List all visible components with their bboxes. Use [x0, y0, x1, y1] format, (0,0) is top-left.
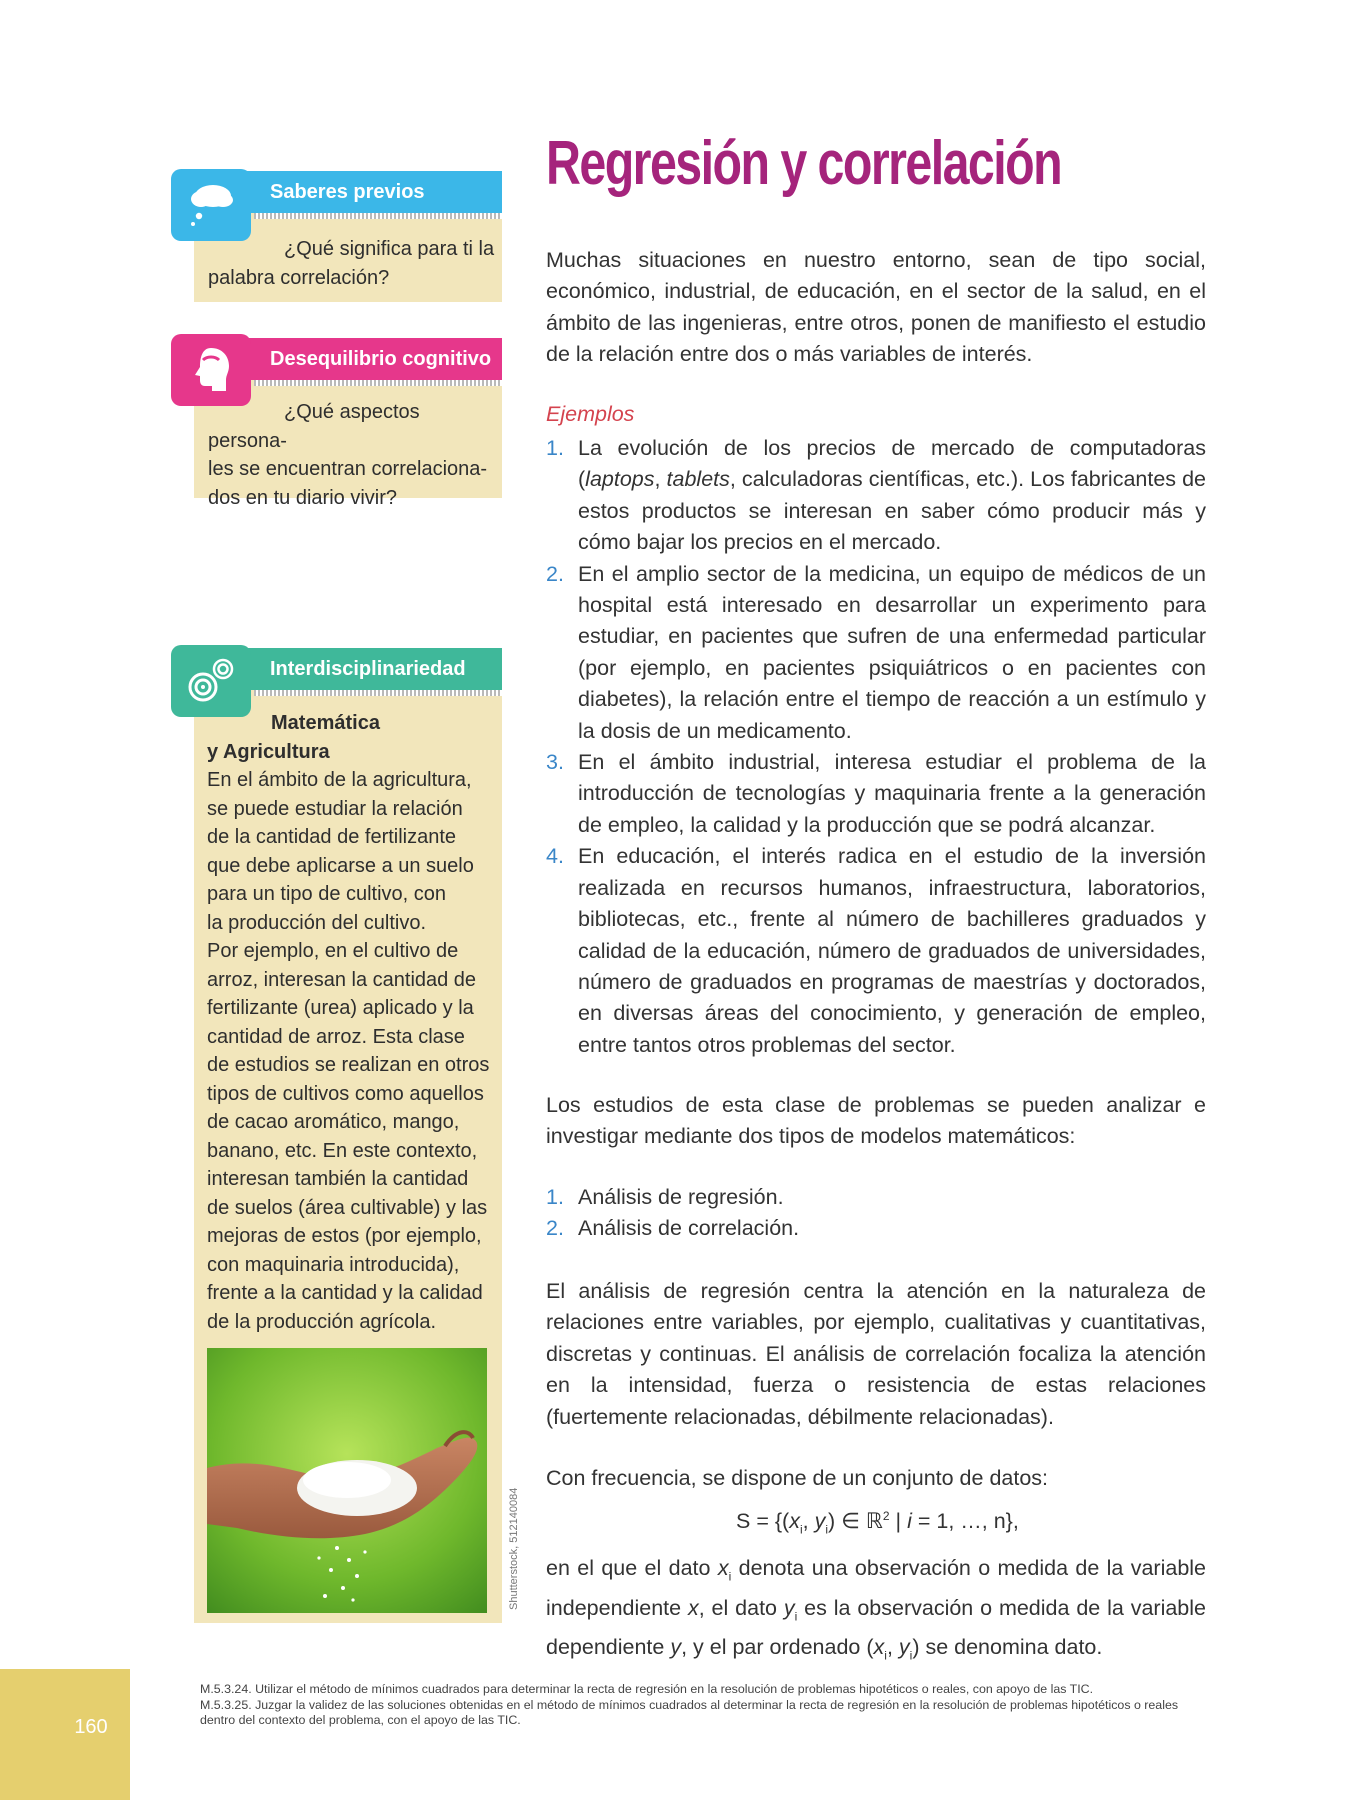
examples-heading: Ejemplos [546, 402, 635, 426]
saberes-header: Saberes previos [194, 171, 502, 213]
page-title: Regresión y correlación [546, 129, 1062, 198]
curriculum-footnotes: M.5.3.24. Utilizar el método de mínimos cuadrados para determinar la recta de regresión en la resolución de problemas hipotéticos o reales, con apoyo de las TIC. M.5.3.25. Juzgar la validez de las soluciones obtenidas en el método de mínimos cuadrados al determinar la recta de regresión en la resolución de problemas hipotéticos o reales dentro del contexto del problema, con el apoyo de las TIC. [200, 1682, 1179, 1727]
analysis-paragraph: El análisis de regresión centra la atención en la naturaleza de relaciones entre variables, por ejemplo, cualitativas y cuantitativas, discretas y continuas. El análisis de correlación focaliza la atención en la intensidad, fuerza o resistencia de estas relaciones (fuertemente relacionadas, débilmente relacionadas). [546, 1279, 1206, 1429]
dataset-formula: $S = \{(x_i$, $y_i$) ∈ ℝ$^2$ | i = 1, …, n}, [736, 1509, 1019, 1537]
final-paragraph: en el que el dato $x_i$ denota una observación o medida de la variable independiente x, el dato $y_i$ es la observación o medida de la variable dependiente y, y el par ordenado ($x_i$, $y_i$) se denomina dato. [546, 1556, 1207, 1663]
hand-with-fertilizer-photo [207, 1348, 487, 1613]
list-item: 4. En educación, el interés radica en el estudio de la inversión realizada en recursos humanos, infraestructura, laboratorios, bibliotecas, etc., frente al número de bachilleres graduados y calidad de la educación, número de graduados de universidades, número de graduados en programas de maestrías y doctorados, en diversas áreas del conocimiento, y generación de empleo, entre tantos otros problemas del sector. [546, 844, 1206, 1057]
list-item: 2. En el amplio sector de la medicina, un equipo de médicos de un hospital está interesado en desarrollar un experimento para estudiar, en pacientes que sufren de una enfermedad particular (por ejemplo, en pacientes psiquiátricos o en pacientes con diabetes), la relación entre el tiempo de reacción a un estímulo y la dosis de un medicamento. [546, 561, 1206, 743]
desequilibrio-header: Desequilibrio cognitivo [194, 338, 502, 380]
interdisciplinariedad-subtitle: Matemática y Agricultura [207, 712, 380, 763]
desequilibrio-question: ¿Qué aspectos persona- les se encuentran correlaciona- dos en tu diario vivir? [208, 401, 488, 509]
saberes-question: ¿Qué significa para ti la palabra correlación? [208, 238, 495, 289]
examples-list [546, 433, 1206, 1061]
intro-paragraph: Muchas situaciones en nuestro entorno, sean de tipo social, económico, industrial, de educación, en el sector de la salud, en el ámbito de las ingenieras, entre otros, ponen de manifiesto el estudio de la relación entre dos o más variables de interés. [546, 248, 1206, 367]
list-item: 1. Análisis de regresión. [546, 1185, 784, 1209]
photo-credit: Shutterstock, 512140084 [508, 1487, 520, 1610]
concentric-circles-icon [171, 645, 251, 717]
interdisciplinariedad-body: En el ámbito de la agricultura, se puede estudiar la relación de la cantidad de fertilizante que debe aplicarse a un suelo para un tipo de cultivo, con la producción del cultivo. Por ejemplo, en el cultivo de arroz, interesan la cantidad de fertilizante (urea) aplicado y la cantidad de arroz. Esta clase de estudios se realizan en otros tipos de cultivos como aquellos de cacao aromático, mango, banano, etc. En este contexto, interesan también la cantidad de suelos (área cultivable) y las mejoras de estos (por ejemplo, con maquinaria introducida), frente a la cantidad y la calidad de la producción agrícola. [207, 769, 490, 1333]
thought-cloud-icon [171, 169, 251, 241]
models-list [546, 1182, 1206, 1245]
models-intro: Los estudios de esta clase de problemas se pueden analizar e investigar mediante dos tipos de modelos matemáticos: [546, 1093, 1206, 1149]
dataset-intro: Con frecuencia, se dispone de un conjunto de datos: [546, 1466, 1049, 1490]
page-number: 160 [74, 1716, 108, 1738]
interdisciplinariedad-header: Interdisciplinariedad [194, 648, 502, 690]
list-item: 1. La evolución de los precios de mercado de computadoras (laptops, tablets, calculadoras científicas, etc.). Los fabricantes de estos productos se interesan en saber cómo producir más y cómo bajar los precios en el mercado. [546, 436, 1206, 555]
list-item: 2. Análisis de correlación. [546, 1216, 800, 1241]
head-profile-icon [171, 334, 251, 406]
list-item: 3. En el ámbito industrial, interesa estudiar el problema de la introducción de tecnologías y maquinaria frente a la generación de empleo, la calidad y la producción que se podrá alcanzar. [546, 750, 1206, 837]
